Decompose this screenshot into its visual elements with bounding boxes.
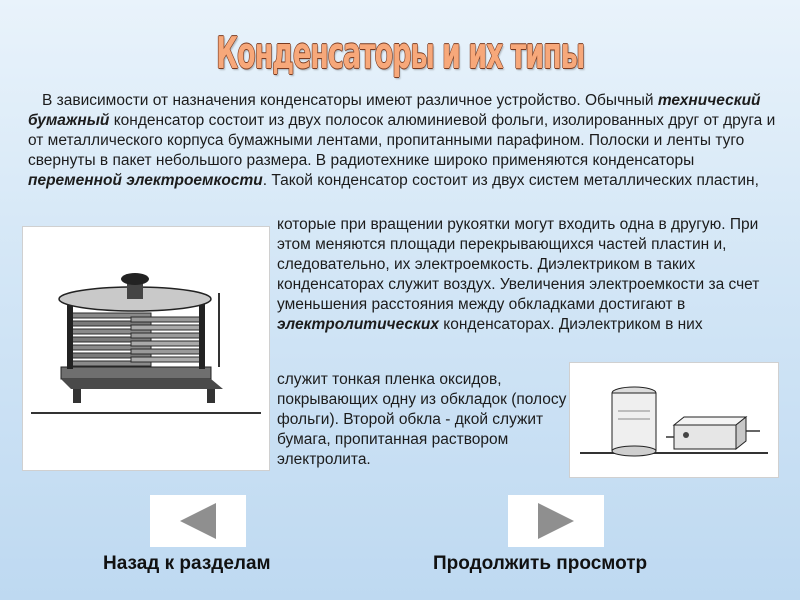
intro-text-2: конденсатор состоит из двух полосок алюминиевой фольги, изолированных друг от друга и от металлического корпуса бумажными лентами, пропитанными парафином. Полоски и ленты туго свернуты в пакет небольшого размера. В радиотехнике широко применяются конденсаторы <box>28 112 776 169</box>
intro-text-3: . Такой конденсатор состоит из двух систем металлических пластин, <box>262 172 759 189</box>
right-emphasis-electrolytic: электролитических <box>277 316 439 333</box>
slide-title: Конденсаторы и их типы <box>215 28 585 79</box>
back-to-sections-link[interactable]: Назад к разделам <box>103 553 271 574</box>
intro-emphasis-variable: переменной электроемкости <box>28 172 263 189</box>
intro-emphasis-paper: технический бумажный <box>28 92 761 129</box>
electrolytic-capacitor-image <box>569 362 779 478</box>
continue-viewing-link[interactable]: Продолжить просмотр <box>433 553 648 574</box>
variable-capacitor-image <box>22 226 270 471</box>
right-paragraph <box>277 215 777 335</box>
variable-capacitor-drawing <box>23 227 269 470</box>
intro-text-1: В зависимости от назначения конденсаторы имеют различное устройство. Обычный <box>42 92 658 109</box>
intro-paragraph <box>28 91 788 191</box>
right-text-2: конденсаторах. Диэлектриком в них <box>438 316 703 333</box>
back-button[interactable] <box>150 495 246 547</box>
electrolytic-paragraph <box>277 370 567 470</box>
right-text-1: которые при вращении рукоятки могут входить одна в другую. При этом меняются площади перекрывающихся частей пластин и, следовательно, их электроемкость. Диэлектриком в таких конденсаторах служит воздух. Увеличения электроемкости за счет уменьшения расстояния между обкладками достигают в <box>277 216 760 313</box>
electrolytic-capacitor-drawing <box>570 363 778 477</box>
next-button[interactable] <box>508 495 604 547</box>
triangle-right-icon <box>508 495 604 547</box>
triangle-left-icon <box>150 495 246 547</box>
electrolytic-text: служит тонкая пленка оксидов, покрывающих одну из обкладок (полосу фольги). Второй обкла - дкой служит бумага, пропитанная раствором электролита. <box>277 371 567 468</box>
